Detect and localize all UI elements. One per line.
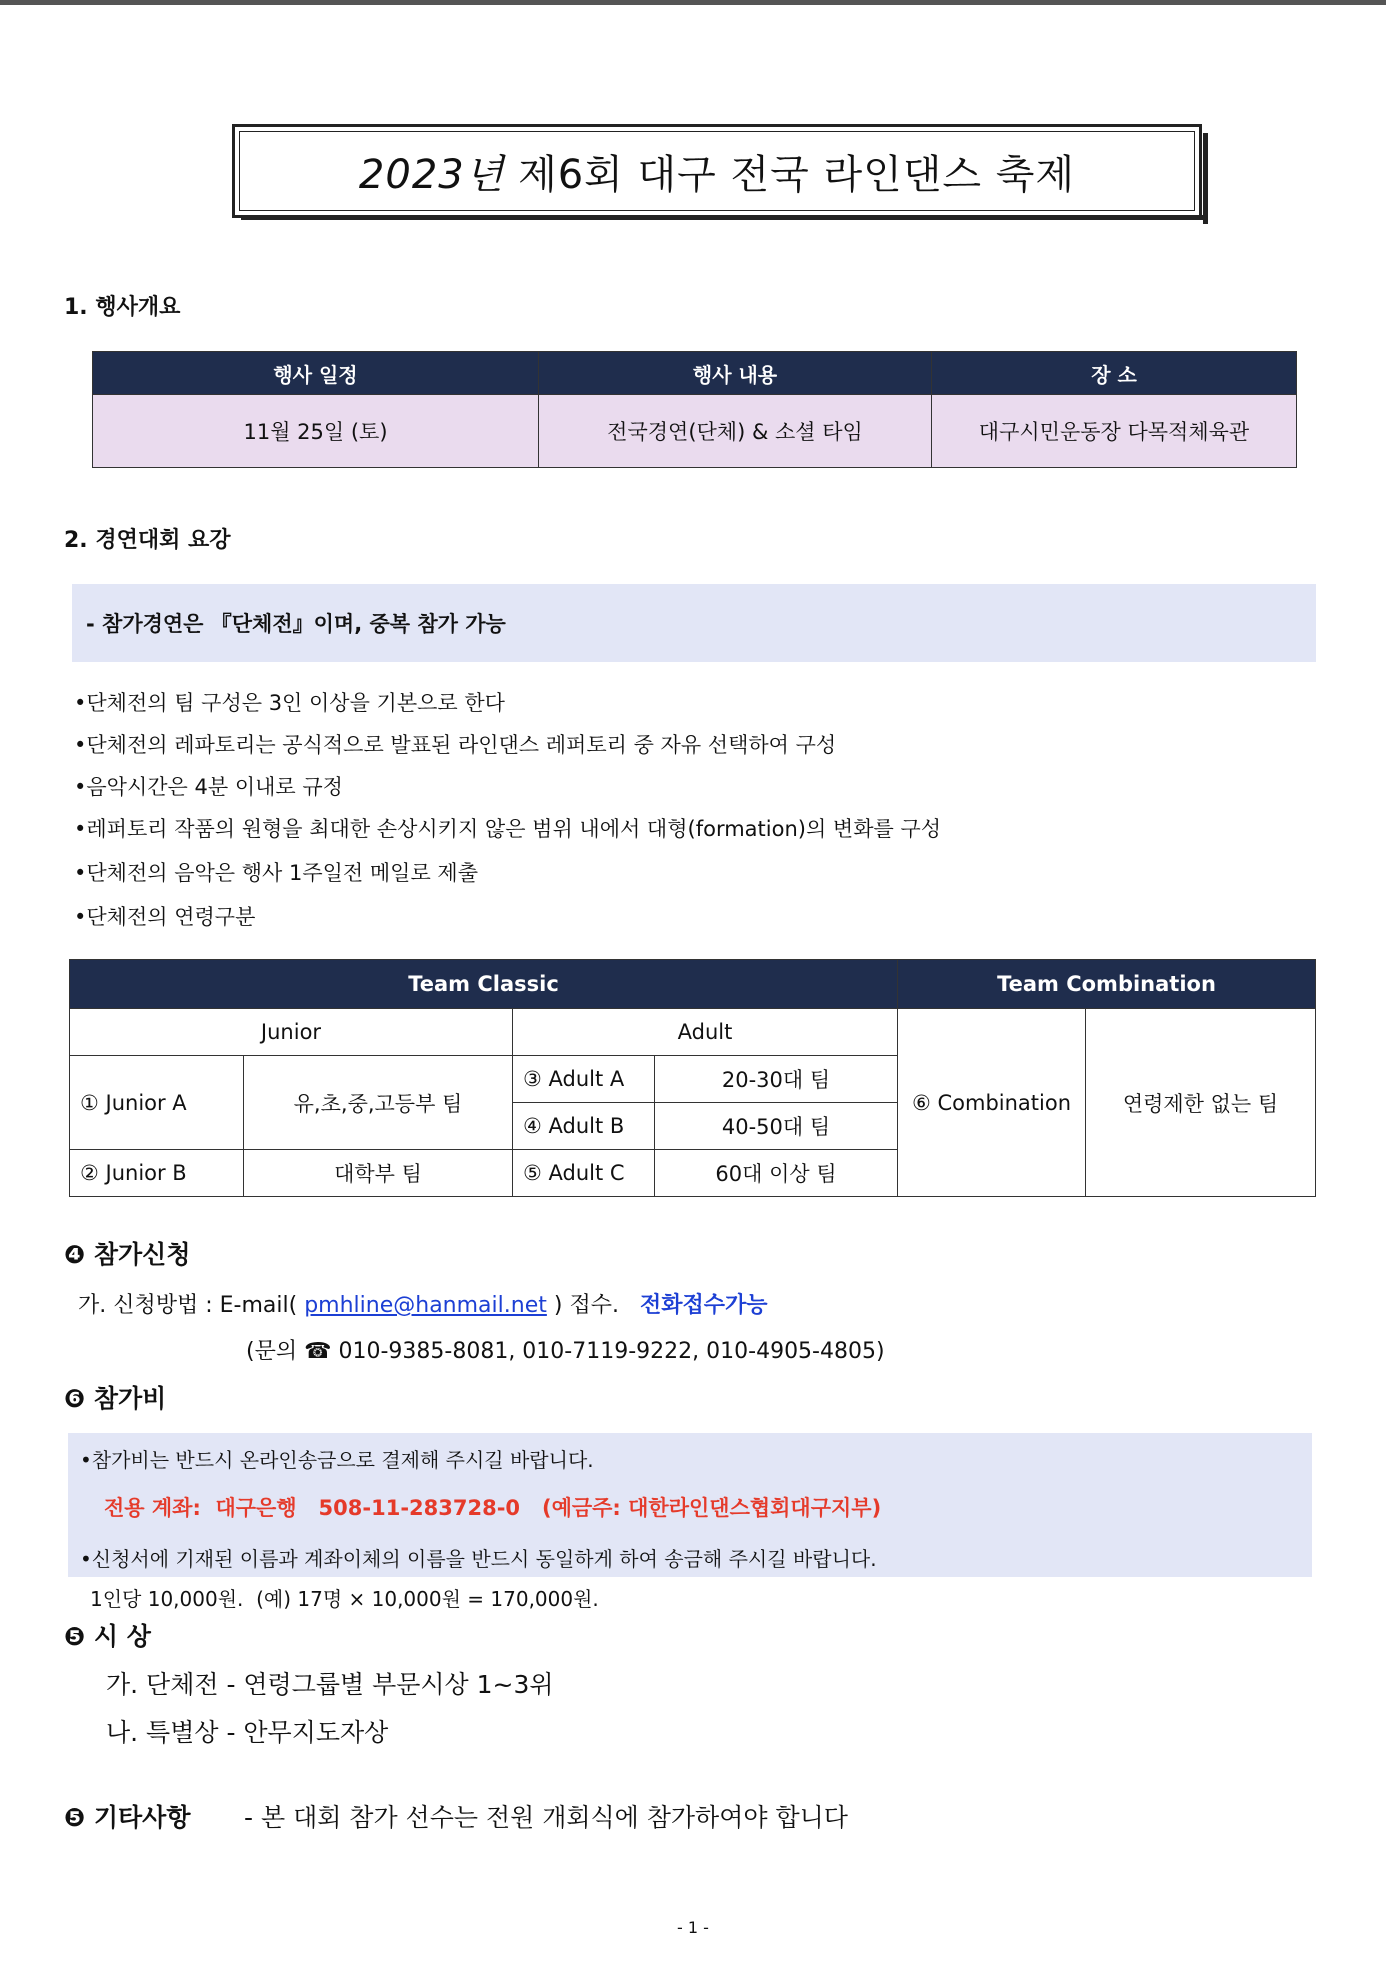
fee-line3: •신청서에 기재된 이름과 계좌이체의 이름을 반드시 동일하게 하여 송금해 주시길 바랍니다. — [80, 1547, 877, 1571]
header-schedule: 행사 일정 — [93, 352, 539, 395]
header-content: 행사 내용 — [539, 352, 932, 395]
combination-desc: 연령제한 없는 팀 — [1086, 1009, 1316, 1197]
fee-line1: •참가비는 반드시 온라인송금으로 결제해 주시길 바랍니다. — [80, 1448, 594, 1472]
etc-text: - 본 대회 참가 선수는 전원 개회식에 참가하여야 합니다 — [244, 1803, 848, 1832]
apply-heading: ❹ 참가신청 — [64, 1240, 191, 1269]
title-shadow — [241, 215, 1205, 220]
bullet-1: •단체전의 팀 구성은 3인 이상을 기본으로 한다 — [74, 691, 505, 715]
overview-table — [92, 351, 1297, 468]
adult-c-label: ⑤ Adult C — [513, 1150, 655, 1197]
bullet-6: •단체전의 연령구분 — [74, 905, 256, 929]
junior-header: Junior — [70, 1009, 513, 1056]
adult-b-label: ④ Adult B — [513, 1103, 655, 1150]
value-schedule: 11월 25일 (토) — [93, 395, 539, 468]
header-venue: 장 소 — [932, 352, 1297, 395]
value-content: 전국경연(단체) & 소셜 타임 — [539, 395, 932, 468]
contact-line: (문의 ☎ 010-9385-8081, 010-7119-9222, 010-4905-4805) — [246, 1339, 885, 1364]
page-number: - 1 - — [677, 1918, 709, 1937]
junior-b-desc: 대학부 팀 — [244, 1150, 513, 1197]
award-heading: ❺ 시 상 — [64, 1622, 151, 1651]
section1-heading: 1. 행사개요 — [64, 295, 181, 320]
value-venue: 대구시민운동장 다목적체육관 — [932, 395, 1297, 468]
title-rest: 제6회 대구 전국 라인댄스 축제 — [518, 151, 1076, 198]
title-year: 2023년 — [358, 151, 505, 198]
account-info: 전용 계좌: 대구은행 508-11-283728-0 (예금주: 대한라인댄스협회대구지부) — [104, 1496, 882, 1520]
junior-a-label: ① Junior A — [70, 1056, 244, 1150]
bullet-4: •레퍼토리 작품의 원형을 최대한 손상시키지 않은 범위 내에서 대형(formation)의 변화를 구성 — [74, 817, 942, 841]
fee-heading: ❻ 참가비 — [64, 1384, 167, 1413]
title-box — [232, 124, 1202, 218]
adult-a-label: ③ Adult A — [513, 1056, 655, 1103]
page-title — [235, 127, 1199, 215]
junior-b-label: ② Junior B — [70, 1150, 244, 1197]
division-table — [69, 959, 1316, 1197]
bullet-2: •단체전의 레파토리는 공식적으로 발표된 라인댄스 레퍼토리 중 자유 선택하여 구성 — [74, 733, 837, 757]
apply-method-prefix: 가. 신청방법 : E-mail( — [78, 1293, 298, 1318]
apply-method — [78, 1288, 767, 1319]
apply-method-suffix: ) 접수. — [553, 1293, 619, 1318]
note-text: - 참가경연은 『단체전』이며, 중복 참가 가능 — [86, 612, 506, 636]
bullet-5: •단체전의 음악은 행사 1주일전 메일로 제출 — [74, 861, 478, 885]
adult-c-desc: 60대 이상 팀 — [655, 1150, 898, 1197]
section2-heading: 2. 경연대회 요강 — [64, 528, 231, 553]
junior-a-desc: 유,초,중,고등부 팀 — [244, 1056, 513, 1150]
top-border — [0, 0, 1386, 5]
award-item-1: 가. 단체전 - 연령그룹별 부문시상 1~3위 — [106, 1670, 554, 1699]
adult-b-desc: 40-50대 팀 — [655, 1103, 898, 1150]
combination-label: ⑥ Combination — [898, 1009, 1086, 1197]
award-item-2: 나. 특별상 - 안무지도자상 — [106, 1718, 389, 1747]
etc-heading: ❺ 기타사항 — [64, 1803, 191, 1832]
bullet-3: •음악시간은 4분 이내로 규정 — [74, 775, 343, 799]
team-combination-header: Team Combination — [898, 960, 1316, 1009]
email-link[interactable]: pmhline@hanmail.net — [304, 1293, 547, 1318]
team-classic-header: Team Classic — [70, 960, 898, 1009]
adult-a-desc: 20-30대 팀 — [655, 1056, 898, 1103]
fee-example: 1인당 10,000원. (예) 17명 × 10,000원 = 170,000원. — [90, 1587, 599, 1611]
phone-note: 전화접수가능 — [639, 1293, 768, 1318]
adult-header: Adult — [513, 1009, 898, 1056]
